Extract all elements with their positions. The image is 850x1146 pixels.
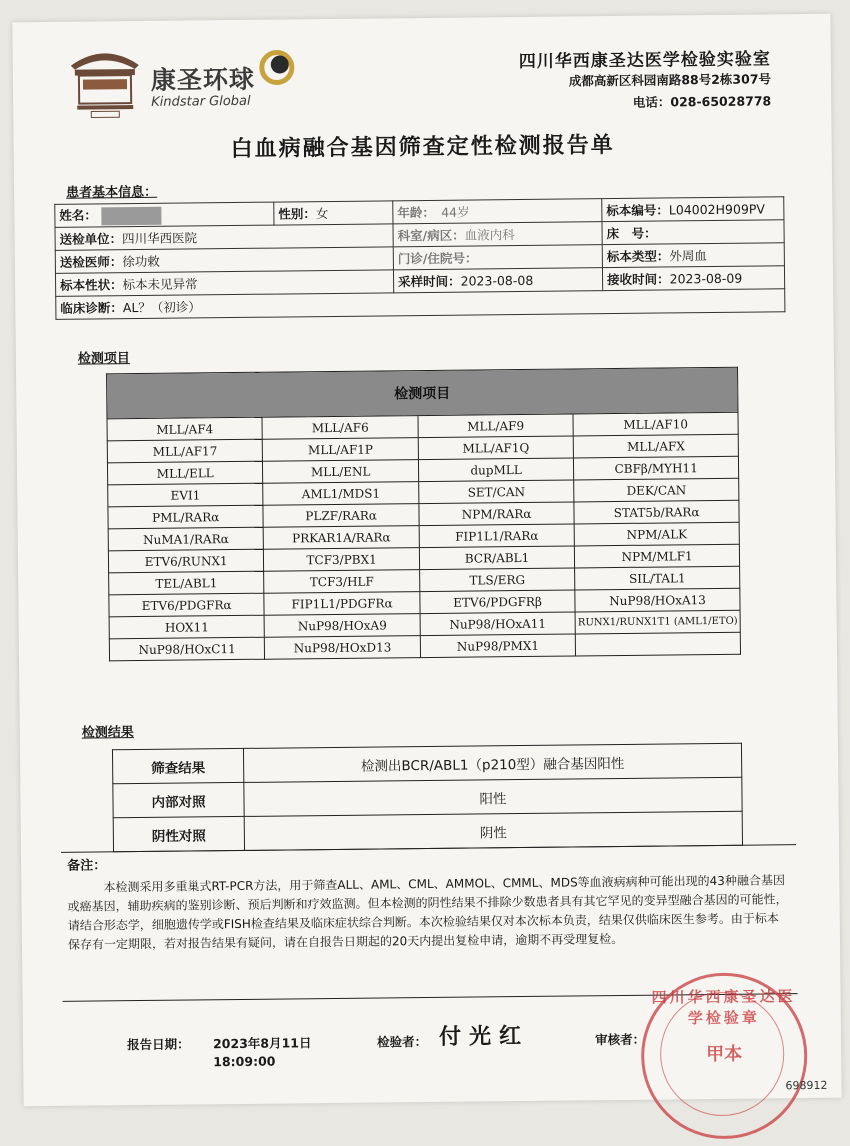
lab-address: 成都高新区科园南路88号2栋307号 <box>568 71 772 89</box>
results-section-label: 检测结果 <box>81 725 134 741</box>
test-item-cell: PLZF/RARα <box>263 504 419 528</box>
receive-time-value: 2023-08-09 <box>669 270 743 287</box>
patient-section-label: 患者基本信息： <box>66 184 158 201</box>
test-item-cell: EVI1 <box>108 483 264 507</box>
test-item-cell: NuP98/HOxA13 <box>575 588 740 612</box>
age-label: 年龄： <box>397 204 429 221</box>
diagnosis-value: AL？（初诊） <box>122 299 201 316</box>
test-item-cell: AML1/MDS1 <box>263 482 419 506</box>
test-item-cell: NPM/ALK <box>574 522 739 546</box>
results-table <box>112 743 743 853</box>
report-time-value: 18:09:00 <box>213 1053 276 1070</box>
lab-name: 四川华西康圣达医学检验实验室 <box>518 49 771 73</box>
test-item-cell: BCR/ABL1 <box>419 546 575 570</box>
dept-cell <box>393 222 602 247</box>
age-value: 44岁 <box>441 204 470 220</box>
test-item-cell: NuP98/PMX1 <box>420 634 576 658</box>
test-item-cell: dupMLL <box>418 458 574 482</box>
patient-info-table <box>54 196 785 320</box>
test-item-cell: RUNX1/RUNX1T1 (AML1/ETO) <box>575 610 740 634</box>
test-item-cell: CBFβ/MYH11 <box>574 456 739 480</box>
report-date-value: 2023年8月11日 <box>212 1035 312 1052</box>
test-item-cell: PML/RARα <box>108 505 264 529</box>
test-item-cell: MLL/AF10 <box>573 412 738 436</box>
receive-time-label: 接收时间： <box>606 271 670 288</box>
doctor-value: 徐功敕 <box>122 253 160 270</box>
sample-prop-value: 标本未见异常 <box>122 276 198 293</box>
report-date-label: 报告日期： <box>126 1036 190 1053</box>
test-item-cell: MLL/ENL <box>263 460 419 484</box>
test-item-cell: NuP98/HOxD13 <box>265 636 421 660</box>
test-item-cell: FIP1L1/PDGFRα <box>264 592 420 616</box>
name-label: 姓名： <box>59 207 97 224</box>
test-item-cell: MLL/AF17 <box>107 439 263 463</box>
brand-name-en: Kindstar Global <box>151 93 251 110</box>
name-redaction <box>101 207 161 226</box>
result-label: 阴性对照 <box>113 816 244 851</box>
dept-value: 血液内科 <box>464 227 515 243</box>
test-item-cell: STAT5b/RARα <box>574 500 739 524</box>
notes-label: 备注： <box>67 858 107 874</box>
result-value: 检测出BCR/ABL1（p210型）融合基因阳性 <box>243 743 741 782</box>
test-item-cell: ETV6/PDGFRα <box>109 593 265 617</box>
sample-no-label: 标本编号： <box>606 202 669 219</box>
hospital-value: 四川华西医院 <box>122 230 198 247</box>
items-section-label: 检测项目 <box>77 351 130 367</box>
items-table-header: 检测项目 <box>107 367 738 419</box>
notes-text: 本检测采用多重巢式RT-PCR方法，用于筛查ALL、AML、CML、AMMOL、CMML、MDS等血液病病种可能出现的43种融合基因或癌基因，辅助疾病的鉴别诊断、预后判断和疗效监测。但本检测的阴性结果不排除少数患者具有其它罕见的变异型融合基因的可能性，请结合形态学，细胞遗传学或FISH检查结果及临床症状综合判断。本次检验结果仅对本次标本负责，结果仅供临床医生参考。由于标本保存有一定期限，若对报告结果有疑问，请在自报告日期起的20天内提出复检申请，逾期不再受理复检。 <box>67 873 788 952</box>
lab-phone: 电话：028-65028778 <box>632 93 772 110</box>
collect-time-cell <box>393 268 602 293</box>
test-item-cell: MLL/AF1P <box>263 438 419 462</box>
bed-cell <box>602 220 784 245</box>
report-paper <box>12 14 841 1107</box>
bed-label: 床 号： <box>606 225 657 242</box>
sample-type-label: 标本类型： <box>606 248 670 265</box>
collect-time-label: 采样时间： <box>398 273 461 290</box>
outpatient-label: 门诊/住院号： <box>397 250 478 267</box>
test-item-cell: FIP1L1/RARα <box>419 524 575 548</box>
test-item-cell: NuP98/HOxA9 <box>264 614 420 638</box>
test-item-cell: DEK/CAN <box>574 478 739 502</box>
test-item-cell: SET/CAN <box>419 480 575 504</box>
outpatient-cell <box>393 245 602 270</box>
inspector-signature: 付光红 <box>438 1022 530 1050</box>
receive-time-cell <box>602 266 784 291</box>
test-item-cell: NPM/RARα <box>419 502 575 526</box>
test-item-cell: NuP98/HOxC11 <box>109 637 265 661</box>
test-item-cell: TEL/ABL1 <box>109 571 265 595</box>
test-item-cell: TCF3/HLF <box>264 570 420 594</box>
sample-no-cell <box>602 197 784 222</box>
gender-cell <box>274 201 393 225</box>
hospital-label: 送检单位： <box>59 231 123 247</box>
brand-ring-icon <box>259 49 295 89</box>
age-cell <box>393 199 602 224</box>
sample-prop-label: 标本性状： <box>60 277 123 293</box>
result-label: 筛查结果 <box>112 748 243 783</box>
name-cell <box>55 202 274 227</box>
test-item-cell: ETV6/RUNX1 <box>108 549 264 573</box>
result-value: 阴性 <box>244 811 742 850</box>
test-item-cell: MLL/AF4 <box>107 417 263 441</box>
gender-value: 女 <box>315 206 329 222</box>
test-item-cell: TCF3/PBX1 <box>264 548 420 572</box>
test-item-cell: NuMA1/RARα <box>108 527 264 551</box>
sample-no-value: L04002H909PV <box>668 201 766 218</box>
institute-crest-logo <box>65 43 146 122</box>
test-item-cell <box>576 632 741 656</box>
test-item-cell: MLL/AF6 <box>262 416 418 440</box>
doctor-label: 送检医师： <box>59 254 123 270</box>
gender-label: 性别： <box>278 206 316 222</box>
test-item-cell: HOX11 <box>109 615 265 639</box>
notes-box <box>61 844 798 1002</box>
lab-seal-stamp <box>640 972 808 1140</box>
inspector-label: 检验者： <box>376 1034 428 1050</box>
test-item-cell: PRKAR1A/RARα <box>264 526 420 550</box>
brand-name-cn: 康圣环球 <box>150 64 256 95</box>
test-item-cell: TLS/ERG <box>419 568 575 592</box>
sample-type-value: 外周血 <box>669 248 707 264</box>
test-item-cell: MLL/AF1Q <box>418 436 574 460</box>
test-item-cell: NuP98/HOxA11 <box>420 612 576 636</box>
test-item-cell: ETV6/PDGFRβ <box>420 590 576 614</box>
test-item-cell: SIL/TAL1 <box>575 566 740 590</box>
stamp-center-text: 甲本 <box>706 1043 743 1066</box>
test-item-cell: MLL/ELL <box>107 461 263 485</box>
sample-type-cell <box>602 243 784 268</box>
test-items-table <box>106 367 741 662</box>
stamp-ring-text: 四川华西康圣达医学检验章 <box>651 987 796 1028</box>
result-value: 阳性 <box>244 777 742 816</box>
reviewer-label: 审核者： <box>594 1031 646 1048</box>
dept-label: 科室/病区： <box>397 227 465 244</box>
serial-number: 698912 <box>785 1078 828 1093</box>
test-item-cell: MLL/AFX <box>573 434 738 458</box>
report-title: 白血病融合基因筛查定性检测报告单 <box>230 133 615 163</box>
collect-time-value: 2023-08-08 <box>460 272 534 289</box>
test-item-cell: MLL/AF9 <box>418 414 574 438</box>
test-item-cell: NPM/MLF1 <box>575 544 740 568</box>
result-label: 内部对照 <box>113 782 244 817</box>
diagnosis-label: 临床诊断： <box>60 300 123 316</box>
